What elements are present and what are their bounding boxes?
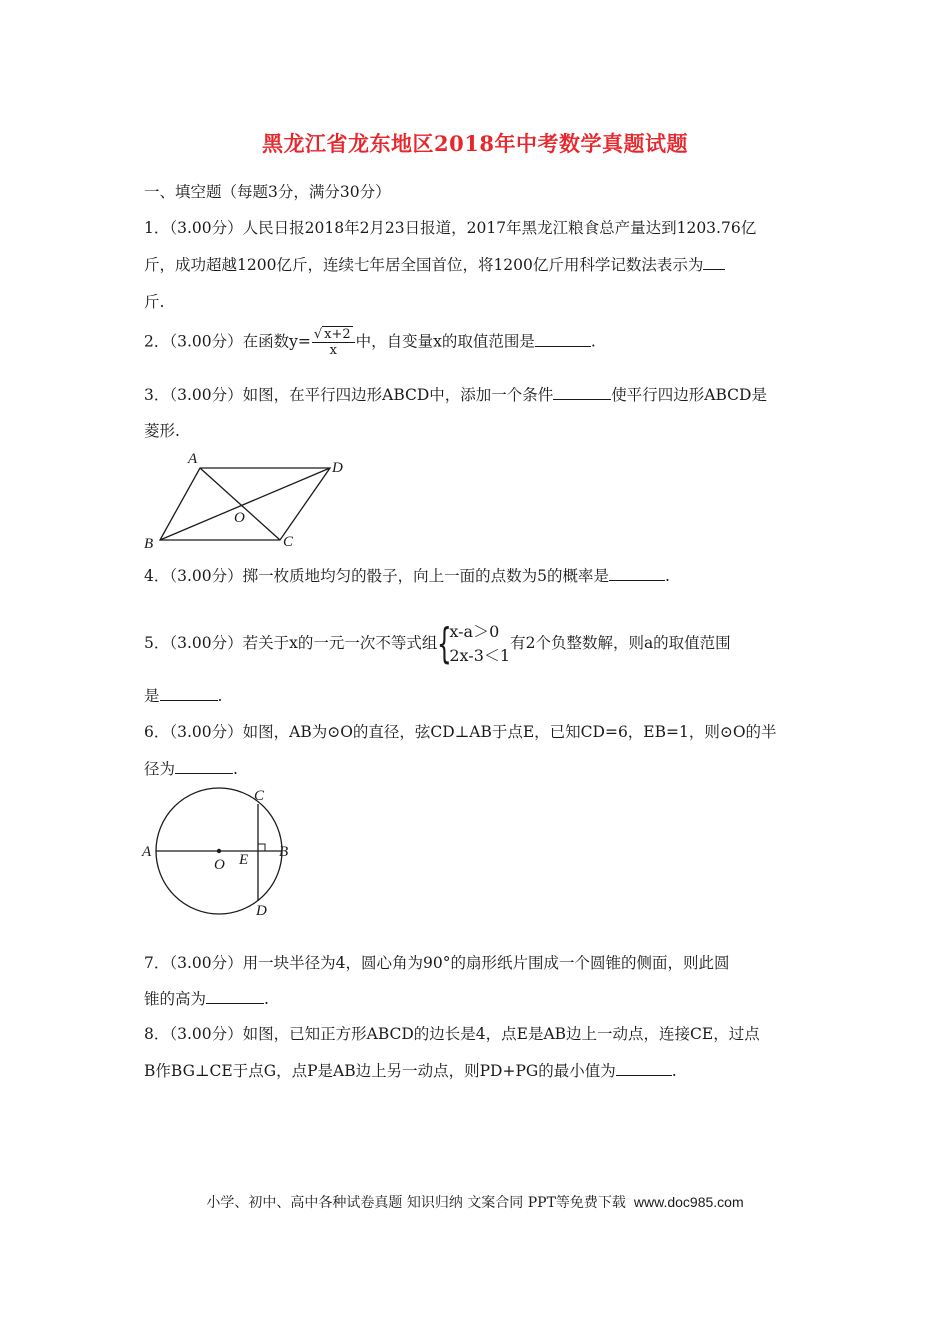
label-o: O [214, 857, 225, 873]
q5-answer-blank [160, 686, 218, 701]
label-c: C [254, 788, 265, 804]
q8-end: . [671, 1062, 677, 1080]
q5-pre: 5．（3.00分）若关于x的一元一次不等式组 [144, 634, 438, 652]
q3-line2: 菱形. [144, 422, 180, 440]
q1-line1: 1．（3.00分）人民日报2018年2月23日报道，2017年黑龙江粮食总产量达到1203.76亿 [144, 219, 757, 237]
label-b: B [144, 536, 154, 552]
label-e: E [239, 852, 249, 868]
label-c: C [283, 534, 294, 550]
q8-line2 [144, 1061, 677, 1081]
q5-inequality-1: x-a＞0 [449, 622, 500, 641]
q7-answer-blank [206, 989, 264, 1004]
q4-text: 4．（3.00分）掷一枚质地均匀的骰子，向上一面的点数为5的概率是 [144, 567, 609, 585]
q4-answer-blank [609, 566, 665, 581]
sqrt-sign: √ [313, 327, 323, 342]
q7-line2 [144, 989, 269, 1009]
diagonal-ac [200, 468, 280, 540]
q8-line1: 8．（3.00分）如图，已知正方形ABCD的边长是4，点E是AB边上一动点，连接CE，过点 [144, 1025, 760, 1043]
q2-post: 中，自变量x的取值范围是 [355, 332, 535, 351]
circle-figure [138, 782, 298, 917]
label-b: B [279, 844, 289, 860]
q3-text-a: 3．（3.00分）如图，在平行四边形ABCD中，添加一个条件 [144, 386, 554, 404]
q2-answer-blank [535, 332, 591, 347]
q1-line3: 斤. [144, 293, 165, 311]
q8-answer-blank [616, 1061, 672, 1076]
q2-end: . [590, 332, 596, 351]
q6-line1: 6．（3.00分）如图，AB为⊙O的直径，弦CD⊥AB于点E，已知CD=6，EB=1，则⊙O的半 [144, 723, 777, 741]
parallelogram-figure [140, 448, 360, 553]
q6-line2 [144, 759, 238, 779]
q1-line2 [144, 255, 725, 275]
q5-text-b: 是 [144, 687, 160, 705]
label-a: A [142, 844, 152, 860]
q5-post: 有2个负整数解，则a的取值范围 [510, 634, 731, 652]
label-d: D [256, 903, 267, 917]
q7-end: . [264, 990, 269, 1008]
q6-text-b: 径为 [144, 760, 176, 778]
q5-end: . [217, 687, 223, 705]
q1-line2-text: 斤，成功超越1200亿斤，连续七年居全国首位，将1200亿斤用科学记数法表示为 [144, 256, 704, 274]
brace-icon: { [437, 619, 453, 668]
q5-line1 [144, 620, 731, 668]
q4-line [144, 566, 670, 586]
q3-answer-blank [553, 385, 611, 400]
q6-end: . [233, 760, 238, 778]
q6-answer-blank [175, 759, 233, 774]
label-a: A [188, 451, 198, 467]
footer-text: 小学、初中、高中各种试卷真题 知识归纳 文案合同 PPT等免费下载 [206, 1195, 626, 1211]
q3-line1 [144, 385, 767, 405]
q2-fraction [312, 327, 355, 358]
q2-line [144, 327, 596, 358]
q8-text-b: B作BG⊥CE于点G，点P是AB边上另一动点，则PD+PG的最小值为 [144, 1062, 616, 1080]
q7-line1: 7．（3.00分）用一块半径为4，圆心角为90°的扇形纸片围成一个圆锥的侧面，则此圆 [144, 954, 730, 972]
q7-text-b: 锥的高为 [144, 990, 207, 1008]
q2-denominator: x [329, 343, 337, 358]
footer [0, 1192, 950, 1212]
footer-link[interactable]: www.doc985.com [633, 1194, 744, 1210]
q5-inequality-2: 2x-3＜1 [449, 646, 511, 665]
q4-end: . [665, 567, 670, 585]
label-o: O [234, 510, 245, 526]
section-heading: 一、填空题（每题3分，满分30分） [144, 183, 391, 201]
q5-line2 [144, 686, 222, 706]
label-d: D [332, 460, 343, 476]
right-angle-mark [258, 844, 265, 851]
center-point [217, 849, 221, 853]
q5-inequality-system [437, 620, 510, 668]
page-title: 黑龙江省龙东地区2018年中考数学真题试题 [262, 131, 688, 156]
q1-answer-blank [703, 255, 725, 270]
q3-text-b: 使平行四边形ABCD是 [611, 386, 767, 404]
q2-numerator: x+2 [324, 327, 351, 342]
q2-pre: 2．（3.00分）在函数y= [144, 332, 311, 351]
